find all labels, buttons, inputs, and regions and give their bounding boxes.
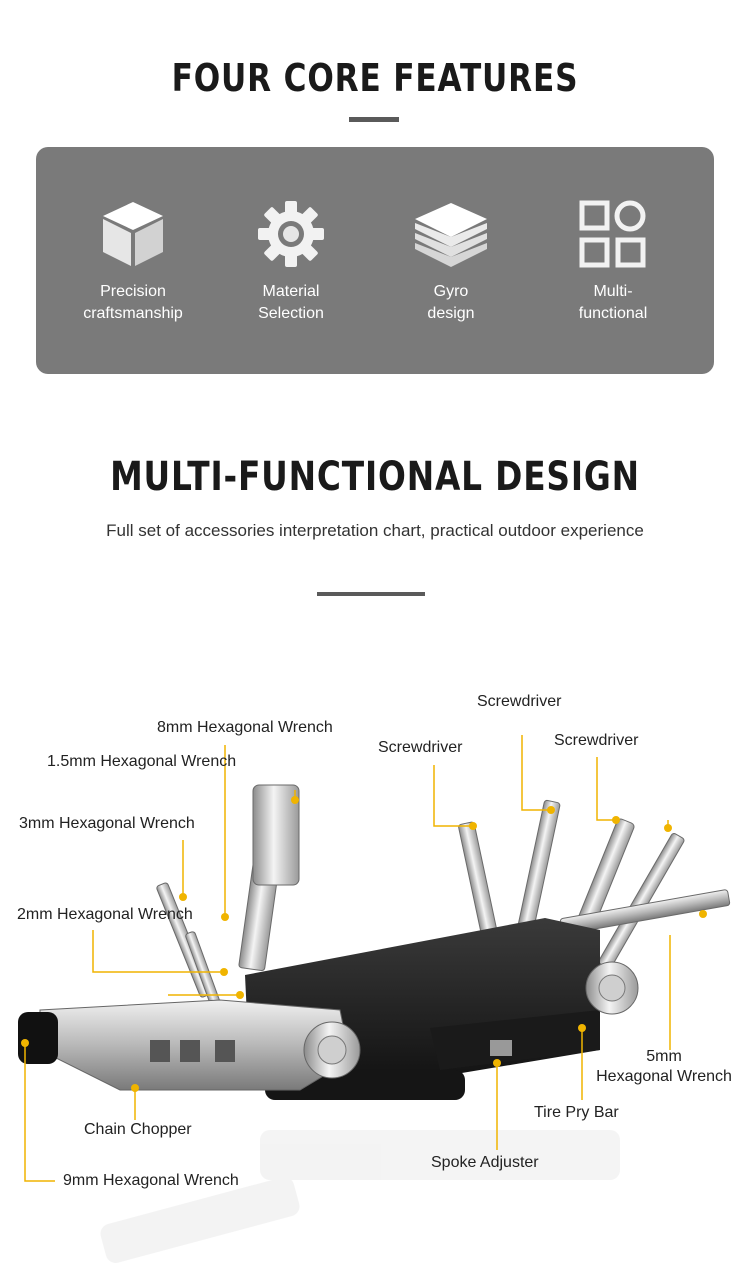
title-underline <box>349 117 399 122</box>
label-2mm-hex-wrench: 2mm Hexagonal Wrench <box>17 906 193 923</box>
layers-icon <box>413 199 489 269</box>
label-8mm-hex-wrench: 8mm Hexagonal Wrench <box>157 719 333 736</box>
feature-label: Gyro design <box>427 283 475 322</box>
gear-icon <box>256 199 326 269</box>
label-screwdriver-middle: Screwdriver <box>477 693 562 710</box>
section-divider <box>317 592 425 596</box>
label-tire-pry-bar: Tire Pry Bar <box>534 1104 619 1121</box>
feature-label: Multi- functional <box>578 283 648 322</box>
cube-icon <box>100 199 166 269</box>
label-screwdriver-right: Screwdriver <box>554 732 639 749</box>
feature-label: Material Selection <box>258 283 324 322</box>
features-title: FOUR CORE FEATURES <box>171 56 579 100</box>
features-panel <box>36 147 714 374</box>
label-9mm-hex-wrench: 9mm Hexagonal Wrench <box>63 1172 239 1189</box>
design-subtitle: Full set of accessories interpretation chart, practical outdoor experience <box>106 521 644 540</box>
label-1-5mm-hex-wrench: 1.5mm Hexagonal Wrench <box>47 753 237 770</box>
feature-label: Precision craftsmanship <box>83 283 183 322</box>
label-5mm-hex-wrench: 5mm Hexagonal Wrench <box>596 1048 732 1085</box>
grid-icon <box>578 199 648 269</box>
label-chain-chopper: Chain Chopper <box>84 1121 192 1138</box>
label-screwdriver-left: Screwdriver <box>378 739 463 756</box>
label-spoke-adjuster: Spoke Adjuster <box>431 1154 539 1171</box>
design-title: MULTI-FUNCTIONAL DESIGN <box>110 454 640 500</box>
label-3mm-hex-wrench: 3mm Hexagonal Wrench <box>19 815 195 832</box>
